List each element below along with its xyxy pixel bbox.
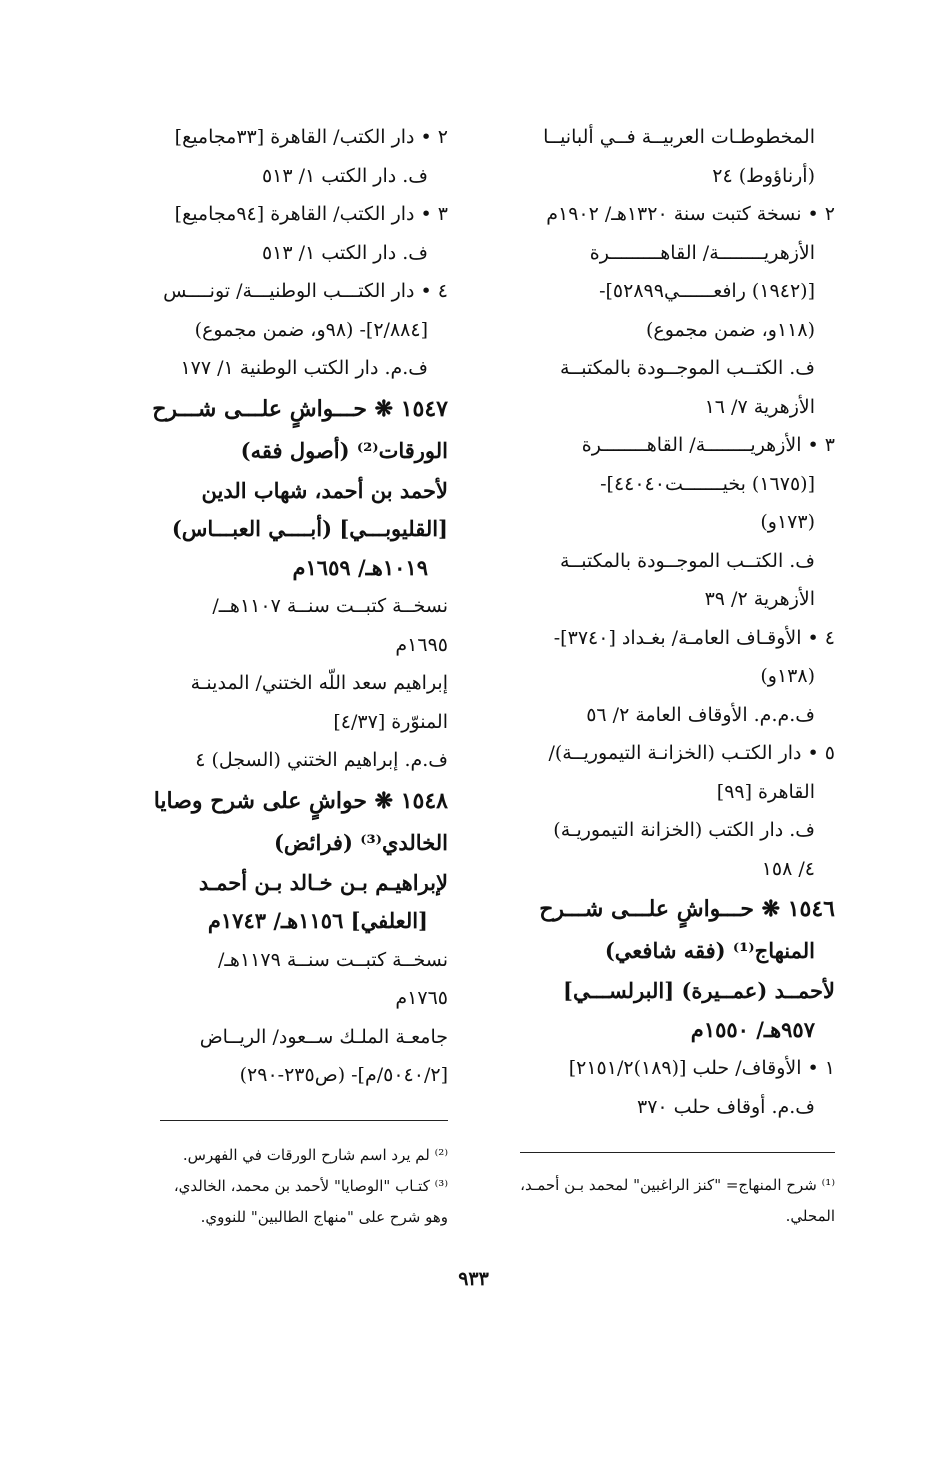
left-column-line: إبراهيم سعد اللّه الختني/ المدينـة [190, 672, 448, 694]
left-column-line: [٥٠٤٠/٢/م]- (ص٢٣٥-٢٩٠) [239, 1064, 448, 1086]
left-column-line: نسخــة كتبــت سنــة ١١٠٧هــ/ [212, 595, 448, 617]
left-column-line: ف.م. دار الكتب الوطنية ١/ ١٧٧ [180, 357, 428, 379]
right-column [505, 118, 835, 1126]
left-column-line: ٢ • دار الكتب/ القاهرة [٣٣مجاميع] [174, 126, 448, 148]
right-column-line: ف. الكتــب الموجــودة بالمكتبــة [559, 357, 815, 379]
left-column-line: لإبراهيـم بـن خـالد بـن أحمـد [198, 869, 448, 895]
right-column-line: الأزهرية ٧/ ١٦ [704, 395, 815, 418]
right-column-line: لأحمــد (عمــيرة) [البرلســـي] [563, 978, 835, 1003]
footnotes-right [490, 1170, 835, 1232]
left-column-line: ٣ • دار الكتب/ القاهرة [٩٤مجاميع] [174, 203, 448, 225]
right-column-line: (١٣٨و) [760, 665, 815, 687]
right-column-line: ف.م. أوقاف حلب ٣٧٠ [637, 1095, 815, 1118]
left-column-line: [القليوبـــي] (أبــــي العبـــاس) [171, 516, 448, 541]
right-column-line: (أرناؤوط) ٢٤ [712, 164, 815, 187]
right-column-line: ف. دار الكتب (الخزانة التيموريـة) [553, 819, 815, 841]
right-column-line: المخطوطـات العربيــة فــي ألبانيــا [543, 126, 815, 148]
right-column-line: ١ • الأوقاف/ حلب [(١٨٩)٢١٥١/٢] [568, 1057, 835, 1079]
left-column-line: ١٥٤٧ ❋ حـــواشٍ علـــى شـــرح [152, 395, 448, 422]
right-column-line: ٣ • الأزهريــــــــة/ القاهــــــــرة [581, 434, 835, 456]
footnote-divider-left [160, 1120, 448, 1121]
right-column-line: ٤/ ١٥٨ [761, 857, 815, 880]
left-column-line: المنوّرة [٤/٣٧] [333, 710, 448, 733]
right-column-line: (١٧٣و) [760, 511, 815, 533]
footnote-line: ⁽¹⁾ شرح المنهاج= "كنز الراغبين" لمحمد بـن أحمـد، [520, 1176, 835, 1194]
left-column-line: الخالدي⁽³⁾ (فرائض) [274, 829, 448, 855]
left-column-line: جامعـة الملـك ســعود/ الريــاض [199, 1025, 448, 1048]
right-column-line: [(١٩٤٢) رافعــــــي٥٢٨٩٩]- [599, 280, 815, 302]
left-column-line: ١٥٤٨ ❋ حواشٍ على شرح وصايا [153, 787, 448, 814]
left-column-line: الورقات⁽²⁾ (أصول فقه) [240, 437, 448, 463]
left-column-line: ١٠١٩هـ/ ١٦٥٩م [292, 554, 428, 580]
footnote-line: وهو شرح على "منهاج الطالبين" للنووي. [200, 1208, 448, 1226]
page-number: ٩٣٣ [458, 1268, 489, 1290]
left-column-line: ف. دار الكتب ١/ ٥١٣ [261, 241, 428, 264]
right-column-line: [(١٦٧٥) بخيـــــــت٤٤٠٤٠]- [600, 472, 815, 495]
right-column-line: ٥ • دار الكتـب (الخزانـة التيموريــة)/ [548, 742, 835, 764]
right-column-line: ٢ • نسخة كتبت سنة ١٣٢٠هـ/ ١٩٠٢م [546, 203, 835, 225]
left-column-line: ف.م. إبراهيم الختني (السجل) ٤ [195, 749, 448, 771]
left-column-line: [العلفي] ١١٥٦هـ/ ١٧٤٣م [207, 908, 428, 933]
footnote-line: المحلي. [785, 1207, 835, 1225]
left-column-line: ١٧٦٥م [395, 987, 448, 1009]
right-column-line: الأزهريــــــــة/ القاهـــــــــرة [589, 241, 815, 264]
right-column-line: ٩٥٧هـ/ ١٥٥٠م [690, 1016, 815, 1042]
right-column-line: ف.م.م. الأوقاف العامة ٢/ ٥٦ [586, 703, 815, 726]
left-column [118, 118, 448, 1095]
left-column-line: نسخــة كتبــت سنــة ١١٧٩هـ/ [217, 948, 448, 971]
right-column-line: ٤ • الأوقـاف العامـة/ بغـداد [٣٧٤٠]- [553, 626, 835, 649]
right-column-line: المنهاج⁽¹⁾ (فقه شافعي) [604, 938, 815, 963]
footnote-divider-right [520, 1152, 835, 1153]
left-column-line: ١٦٩٥م [395, 633, 448, 656]
right-column-line: (١١٨و، ضمن مجموع) [645, 318, 815, 341]
left-column-line: [٢/٨٨٤]- (٩٨و، ضمن مجموع) [194, 318, 428, 341]
right-column-line: القاهرة [٩٩] [716, 780, 815, 803]
left-column-line: لأحمد بن أحمد، شهاب الدين [201, 477, 448, 503]
right-column-line: ١٥٤٦ ❋ حـــواشٍ علـــى شـــرح [539, 896, 835, 922]
left-column-line: ف. دار الكتب ١/ ٥١٣ [261, 164, 428, 187]
footnotes-left [130, 1140, 448, 1233]
right-column-line: الأزهرية ٢/ ٣٩ [704, 588, 815, 610]
left-column-line: ٤ • دار الكتـــب الوطنيـــة/ تونــــس [163, 280, 448, 302]
right-column-line: ف. الكتــب الموجــودة بالمكتبــة [559, 549, 815, 572]
footnote-line: ⁽³⁾ كتـاب "الوصايا" لأحمد بن محمد، الخالدي، [173, 1177, 448, 1195]
footnote-line: ⁽²⁾ لم يرد اسم شارح الورقات في الفهرس. [182, 1146, 448, 1164]
